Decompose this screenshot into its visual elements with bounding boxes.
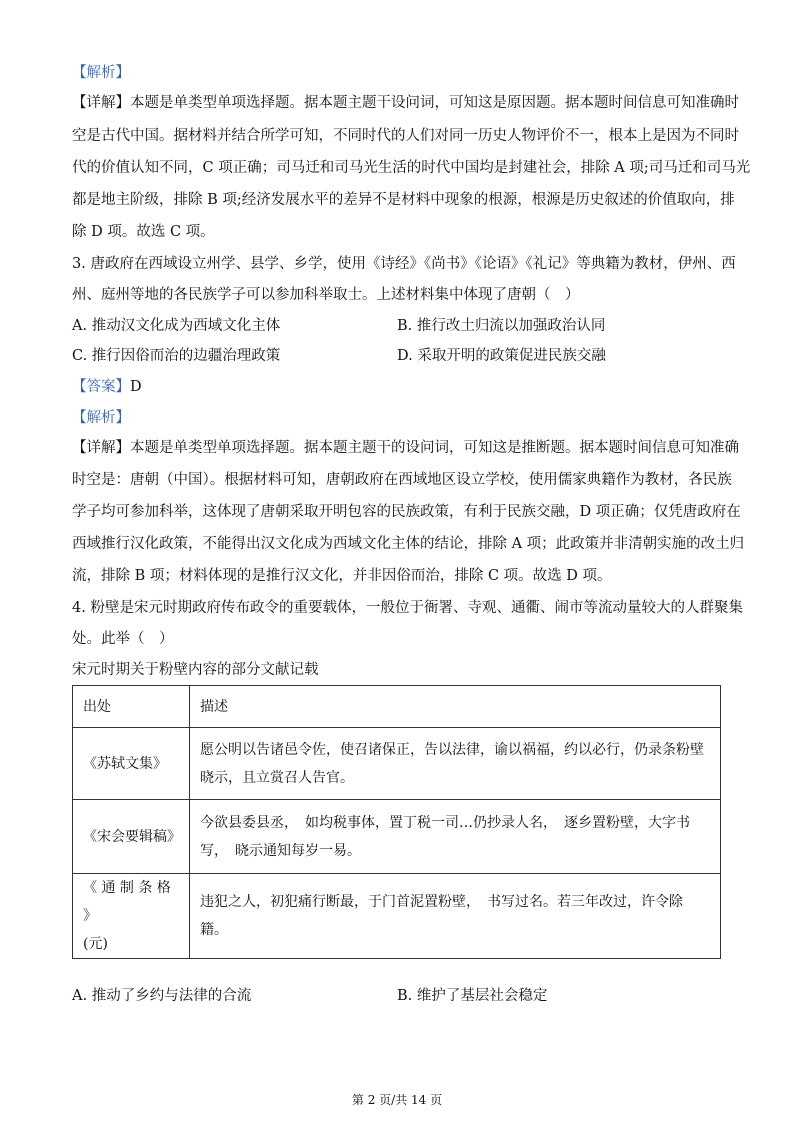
table-cell-description [190,874,721,959]
question-3-option-c: C. 推行因俗而治的边疆治理政策 [72,348,281,364]
source-era: (元) [83,936,108,952]
question-4-stem: 4. 粉壁是宋元时期政府传布政令的重要载体，一般位于衙署、寺观、通衢、闹市等流动量较大的人群聚集 [72,600,743,616]
description-line: 晓示，且立赏召人告官。 [200,769,354,786]
source-title: 《 通 制 条 格 》 [83,880,171,924]
explanation-line: 【详解】本题是单类型单项选择题。据本题主题干设问词，可知这是原因题。据本题时间信息可知准确时 [72,95,739,111]
analysis-label: 【解析】 [72,65,130,81]
answer-label: 【答案】 [72,379,130,395]
explanation-line: 代的价值认知不同，C 项正确；司马迁和司马光生活的时代中国均是封建社会，排除 A 项;司马迁和司马光 [72,160,751,176]
answer-value: D [130,379,142,395]
table-caption: 宋元时期关于粉壁内容的部分文献记载 [72,662,319,678]
question-3-option-d: D. 采取开明的政策促进民族交融 [397,348,606,364]
explanation-line: 除 D 项。故选 C 项。 [72,224,215,240]
table-row [73,800,721,874]
question-4-stem: 处。此举（ ） [72,631,174,647]
question-3-stem: 3. 唐政府在西域设立州学、县学、乡学，使用《诗经》《尚书》《论语》《礼记》等典籍为教材，伊州、西 [72,256,736,272]
table-cell-description [190,800,721,874]
explanation-line: 学子均可参加科举，这体现了唐朝采取开明包容的民族政策，有利于民族交融，D 项正确；仅凭唐政府在 [72,504,741,520]
explanation-line: 【详解】本题是单类型单项选择题。据本题主题干的设问词，可知这是推断题。据本题时间信息可知准确 [72,440,739,456]
table-header-row [73,686,721,728]
table-header-source: 出处 [73,686,190,728]
explanation-line: 西域推行汉化政策，不能得出汉文化成为西域文化主体的结论，排除 A 项；此政策并非清朝实施的改土归 [72,536,745,552]
analysis-label: 【解析】 [72,410,130,426]
explanation-line: 流，排除 B 项；材料体现的是推行汉文化，并非因俗而治，排除 C 项。故选 D 项。 [72,568,612,584]
description-line: 今欲县委县丞， 如均税事体，置丁税一司…仍抄录人名， 逐乡置粉壁，大字书 [200,814,690,831]
table-cell-source [73,800,190,874]
source-title: 《宋会要辑稿》 [83,828,181,845]
page-footer: 第 2 页/共 14 页 [351,1093,443,1107]
question-3-option-a: A. 推动汉文化成为西域文化主体 [72,318,281,334]
explanation-line: 空是古代中国。据材料并结合所学可知，不同时代的人们对同一历史人物评价不一，根本上是因为不同时 [72,128,739,144]
answer-line [72,377,732,397]
description-line: 愿公明以告诸邑令佐，使召诸保正，告以法律，谕以祸福，约以必行，仍录条粉壁 [200,741,704,758]
table-row [73,728,721,800]
question-3-option-b: B. 推行改土归流以加强政治认同 [397,318,606,334]
table-cell-description [190,728,721,800]
table-row [73,874,721,959]
explanation-line: 都是地主阶级，排除 B 项;经济发展水平的差异不是材料中现象的根源，根源是历史叙述的价值取向，排 [72,192,735,208]
explanation-line: 时空是：唐朝（中国）。根据材料可知，唐朝政府在西域地区设立学校，使用儒家典籍作为教材，各民族 [72,472,732,488]
table-cell-source [73,874,190,959]
source-title: 《苏轼文集》 [83,755,167,772]
question-4-option-a: A. 推动了乡约与法律的合流 [72,988,252,1004]
table-cell-source [73,728,190,800]
question-4-option-b: B. 维护了基层社会稳定 [397,988,548,1004]
table-header-description: 描述 [190,686,721,728]
description-line: 写， 晓示通知每岁一易。 [200,842,361,859]
source-table [72,685,721,959]
question-3-stem: 州、庭州等地的各民族学子可以参加科举取士。上述材料集中体现了唐朝（ ） [72,287,580,303]
description-line: 违犯之人，初犯痛行断最，于门首泥置粉壁， 书写过名。若三年改过，许令除籍。 [200,894,683,938]
